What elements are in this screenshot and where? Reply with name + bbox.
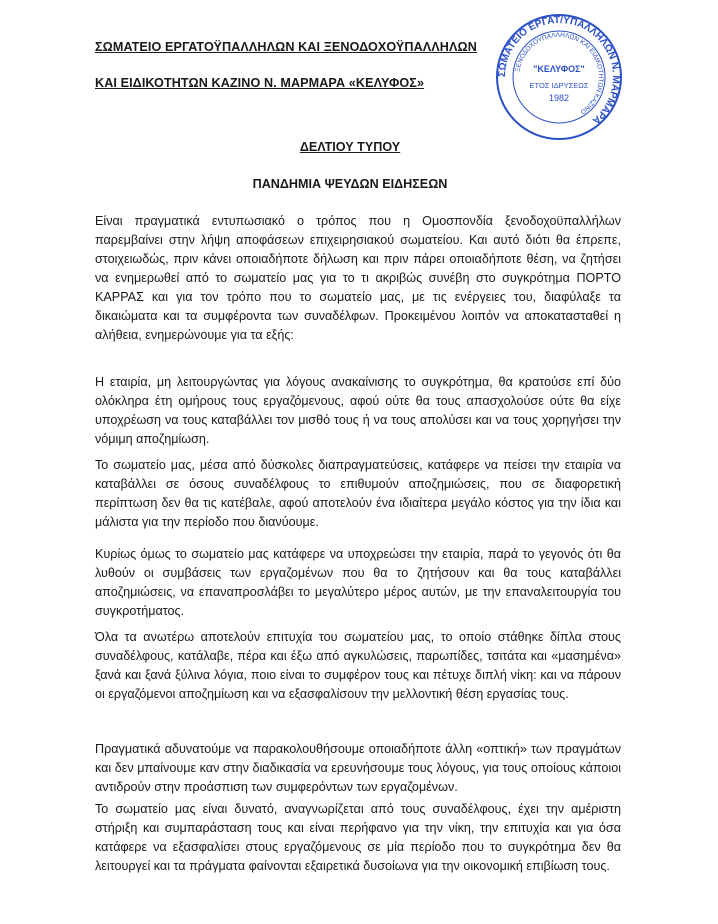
svg-text:ΣΩΜΑΤΕΙΟ ΕΡΓΑΤ/ΥΠΑΛΛΗΛΩΝ Ν. ΜΑ: ΣΩΜΑΤΕΙΟ ΕΡΓΑΤ/ΥΠΑΛΛΗΛΩΝ Ν. ΜΑΡΜΑΡΑ: [496, 14, 622, 126]
document-title: ΔΕΛΤΙΟΥ ΤΥΠΟΥ: [299, 140, 401, 154]
paragraph-3: Το σωματείο μας, μέσα από δύσκολες διαπραγματεύσεις, κατάφερε να πείσει την εταιρία να καταβάλλει σε όσους συναδέλφους το επιθυμούν αποζημιώσεις, που σε διαφορετική περίπτωση δεν θα τις κατέβαλε, αφού αποτελούν ένα ιδιαίτερα μεγάλο κόστος για την ίδια και μάλιστα για την περίοδο που διανύουμε.: [95, 458, 621, 529]
paragraph-4: Κυρίως όμως το σωματείο μας κατάφερε να υποχρεώσει την εταιρία, παρά το γεγονός ότι θα λυθούν οι συμβάσεις των εργαζομένων που θα το ζητήσουν και θα τους καταβάλλει αποζημιώσεις, να επαναπροσλάβει το μεγαλύτερο μέρος αυτών, με την επαναλειτουργία του συγκροτήματος.: [95, 547, 621, 618]
svg-text:ΞΕΝΟΔΟΧΟΥΠΑΛΛΗΛΩΝ ΚΑΙ ΕΙΔΙΚΟΤΗ: ΞΕΝΟΔΟΧΟΥΠΑΛΛΗΛΩΝ ΚΑΙ ΕΙΔΙΚΟΤΗΤΩΝ ΚΑΖΙΝΟ: [514, 31, 605, 116]
union-stamp: [494, 12, 624, 142]
paragraph-7: Το σωματείο μας είναι δυνατό, αναγνωρίζεται από τους συναδέλφους, έχει την αμέριστη στήριξη και συμπαράσταση τους και είναι περήφανο για την νίκη, την επιτυχία και για όσα κατάφερε να εξασφαλίσει στους εργαζόμενους σε μία περίοδο που το συγκρότημα δεν θα λειτουργεί και τα πράγματα φαίνονται εξαιρετικά δυσοίωνα για την οικονομική επιβίωση τους.: [95, 802, 621, 873]
paragraph-2: Η εταιρία, μη λειτουργώντας για λόγους ανακαίνισης το συγκρότημα, θα κρατούσε επί δύο ολόκληρα έτη ομήρους τους εργαζόμενους, αφού ούτε θα τους απασχολούσε ούτε θα είχε υποχρέωση να τους καταβάλλει τον μισθό τους ή να τους απολύσει και να τους χορηγήσει την νόμιμη αποζημίωση.: [95, 375, 621, 446]
document-subtitle: ΠΑΝΔΗΜΙΑ ΨΕΥΔΩΝ ΕΙΔΗΣΕΩΝ: [252, 177, 448, 191]
svg-text:1982: 1982: [548, 93, 570, 103]
svg-text:"ΚΕΛΥΦΟΣ": "ΚΕΛΥΦΟΣ": [533, 64, 585, 74]
stamp-seal-icon: [494, 12, 624, 142]
union-name-line-1: ΣΩΜΑΤΕΙΟ ΕΡΓΑΤΟΫΠΑΛΛΗΛΩΝ ΚΑΙ ΞΕΝΟΔΟΧΟΫΠΑΛΛΗΛΩΝ: [95, 40, 477, 54]
paragraph-6: Πραγματικά αδυνατούμε να παρακολουθήσουμε οποιαδήποτε άλλη «οπτική» των πραγμάτων και δεν μπαίνουμε καν στην διαδικασία να ερευνήσουμε τους λόγους, για τους οποίους κάποιοι αντιδρούν στην προάσπιση των συμφερόντων των εργαζομένων.: [95, 742, 621, 794]
union-name-line-2: ΚΑΙ ΕΙΔΙΚΟΤΗΤΩΝ ΚΑΖΙΝΟ Ν. ΜΑΡΜΑΡΑ «ΚΕΛΥΦΟΣ»: [95, 76, 425, 90]
paragraph-5: Όλα τα ανωτέρω αποτελούν επιτυχία του σωματείου μας, το οποίο στάθηκε δίπλα στους συναδέλφους, κατάλαβε, πέρα και έξω από αγκυλώσεις, παρωπίδες, τσιτάτα και «μασημένα» ξανά και ξανά ξύλινα λόγια, ποιο είναι το συμφέρον τους και πέτυχε διπλή νίκη: και να πάρουν οι εργαζόμενοι αποζημίωση και να εξασφαλίσουν την μελλοντική θέση εργασίας τους.: [95, 630, 621, 701]
svg-text:ΕΤΟΣ ΙΔΡΥΣΕΩΣ: ΕΤΟΣ ΙΔΡΥΣΕΩΣ: [529, 81, 589, 90]
paragraph-intro: Είναι πραγματικά εντυπωσιακό ο τρόπος που η Ομοσπονδία ξενοδοχοϋπαλλήλων παρεμβαίνει στην λήψη αποφάσεων επιχειρησιακού σωματείου. Και αυτό διότι θα έπρεπε, στοιχειωδώς, πριν κάνει οποιαδήποτε δήλωση και πριν πάρει οποιαδήποτε θέση, να ζητήσει να ενημερωθεί από το σωματείο μας για το τι ακριβώς συνέβη στο συγκρότημα ΠΟΡΤΟ ΚΑΡΡΑΣ και για τον τρόπο που το σωματείο μας, με τις ενέργειες του, διαφύλαξε τα δικαιώματα και τα συμφέροντα των συναδέλφων. Προκειμένου λοιπόν να αποκατασταθεί η αλήθεια, ενημερώνουμε για τα εξής:: [95, 214, 621, 342]
